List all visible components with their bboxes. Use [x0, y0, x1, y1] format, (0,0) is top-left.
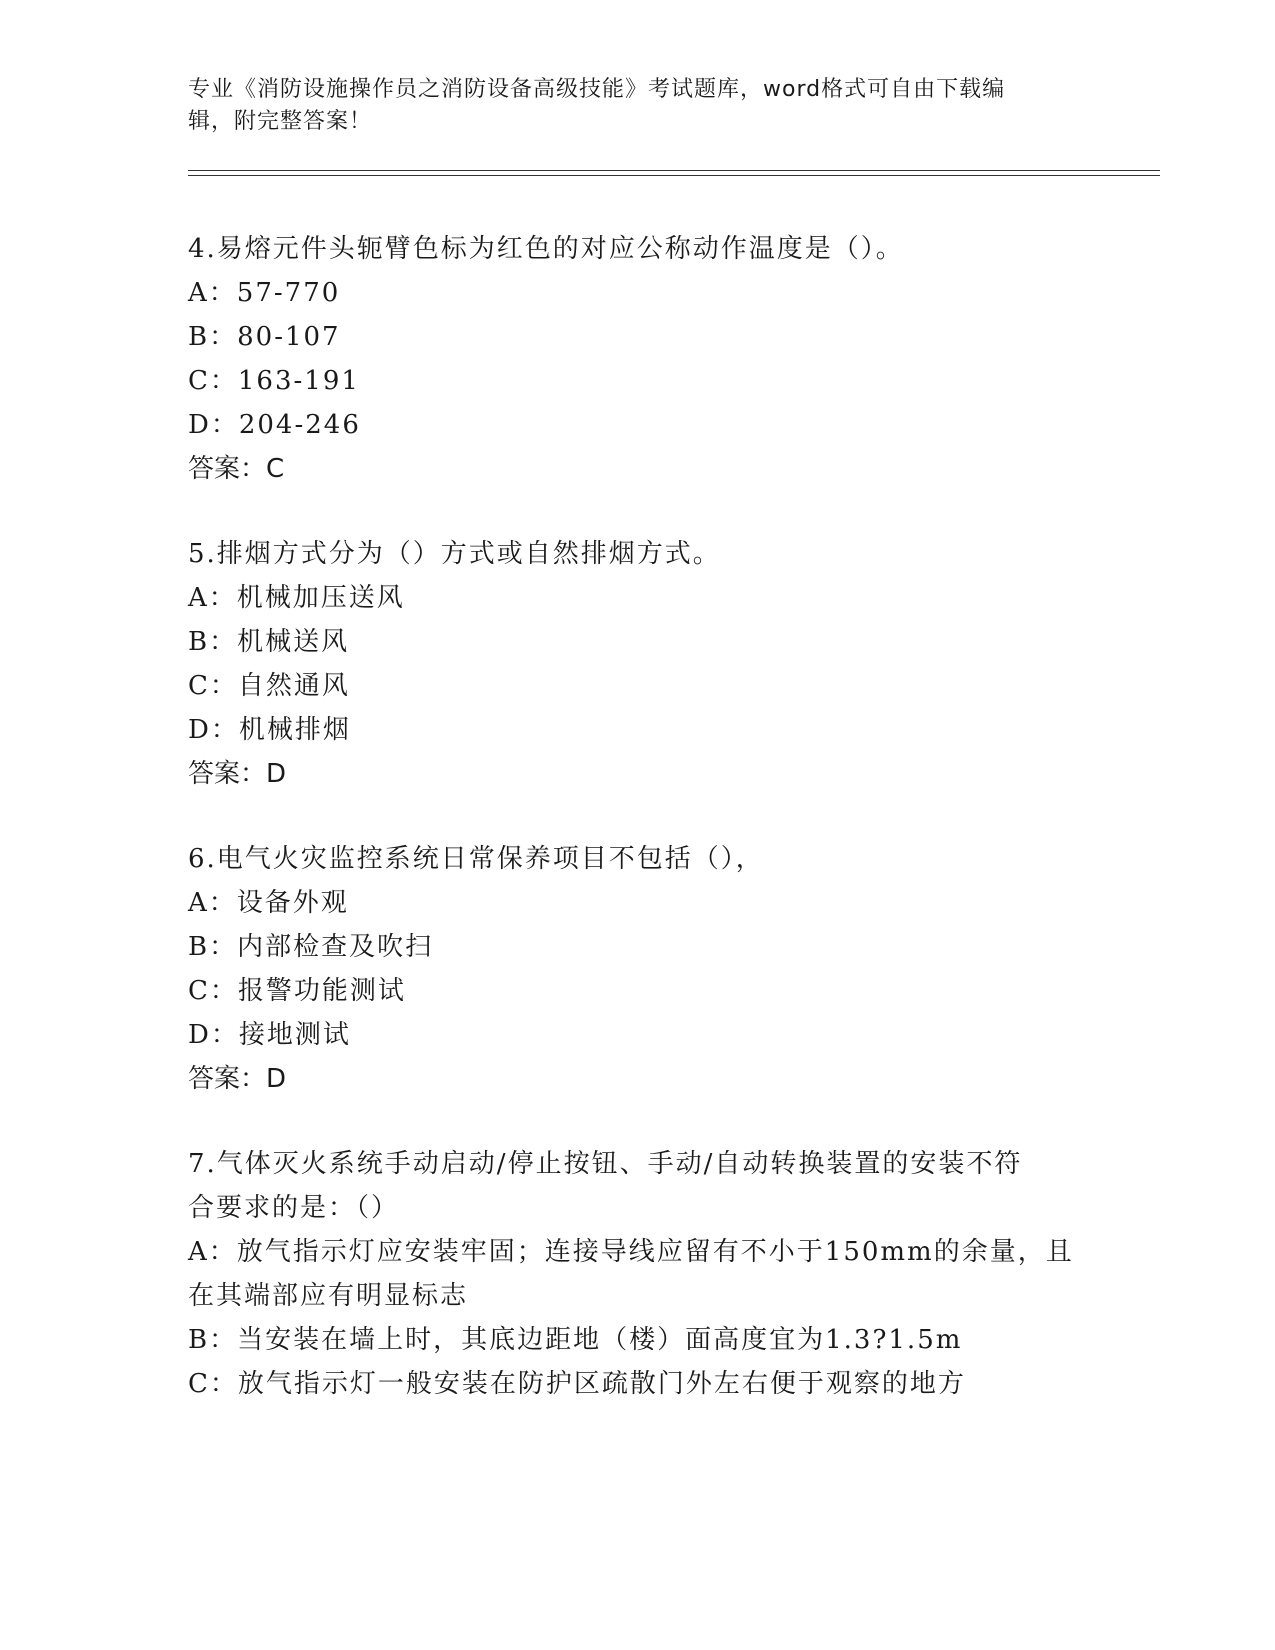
answer: 答案：C: [188, 454, 285, 484]
option-d: D：接地测试: [188, 1020, 351, 1050]
question-stem-line-1: 7.气体灭火系统手动启动/停止按钮、手动/自动转换装置的安装不符: [188, 1149, 1023, 1179]
option-a-line-1: A：放气指示灯应安装牢固；连接导线应留有不小于150mm的余量，且: [188, 1237, 1074, 1267]
answer: 答案：D: [188, 759, 287, 789]
option-c: C：放气指示灯一般安装在防护区疏散门外左右便于观察的地方: [188, 1369, 966, 1399]
option-a: A：机械加压送风: [188, 583, 405, 613]
answer: 答案：D: [188, 1064, 287, 1094]
question-stem-line-2: 合要求的是：（）: [188, 1193, 400, 1223]
question-stem: 4.易熔元件头轭臂色标为红色的对应公称动作温度是（）。: [188, 234, 904, 264]
option-c: C：报警功能测试: [188, 976, 406, 1006]
header-line-2: 辑，附完整答案！: [188, 109, 373, 134]
option-a: A：57-770: [188, 278, 341, 308]
header-divider-bottom: [188, 175, 1160, 176]
option-c: C：163-191: [188, 366, 360, 396]
question-stem: 6.电气火灾监控系统日常保养项目不包括（），: [188, 844, 764, 874]
option-d: D：机械排烟: [188, 715, 351, 745]
header-line-1: 专业《消防设施操作员之消防设备高级技能》考试题库，word格式可自由下载编: [188, 77, 1006, 102]
option-d: D：204-246: [188, 410, 361, 440]
header-divider-top: [188, 170, 1160, 171]
option-b: B：内部检查及吹扫: [188, 932, 434, 962]
option-b: B：80-107: [188, 322, 341, 352]
option-a-line-2: 在其端部应有明显标志: [188, 1281, 469, 1311]
option-c: C：自然通风: [188, 671, 350, 701]
option-b: B：机械送风: [188, 627, 350, 657]
option-b: B：当安装在墙上时，其底边距地（楼）面高度宜为1.3?1.5m: [188, 1325, 963, 1355]
option-a: A：设备外观: [188, 888, 349, 918]
question-stem: 5.排烟方式分为（）方式或自然排烟方式。: [188, 539, 721, 569]
